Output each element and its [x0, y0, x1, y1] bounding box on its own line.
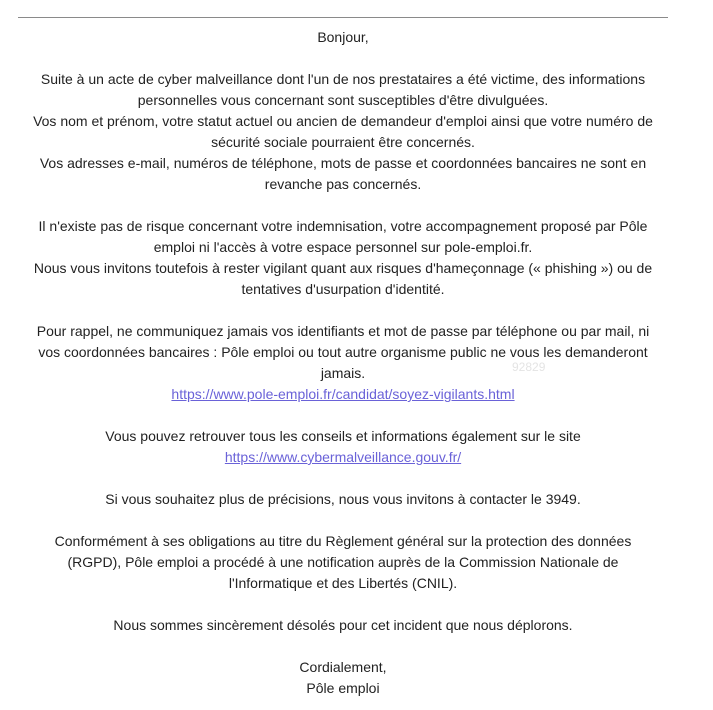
watermark-number: 92829 [512, 360, 546, 374]
text-line: jamais. [320, 365, 366, 381]
text-line: revanche pas concernés. [264, 176, 422, 192]
text-line: sécurité sociale pourraient être concernés. [211, 134, 475, 150]
text-line: personnelles vous concernant sont susceptibles d'être divulguées. [137, 92, 549, 108]
text-line: Suite à un acte de cyber malveillance dont l'un de nos prestataires a été victime, des informations [40, 71, 646, 87]
paragraph-contact: Si vous souhaitez plus de précisions, nous vous invitons à contacter le 3949. [105, 491, 581, 507]
text-line: Nous vous invitons toutefois à rester vigilant quant aux risques d'hameçonnage (« phishing ») ou de [33, 260, 653, 276]
greeting: Bonjour, [317, 29, 369, 45]
text-line: l'Informatique et des Libertés (CNIL). [228, 575, 458, 591]
paragraph-rgpd [18, 531, 668, 594]
text-line: emploi ni l'accès à votre espace personnel sur pole-emploi.fr. [153, 239, 533, 255]
text-line: tentatives d'usurpation d'identité. [241, 281, 445, 297]
paragraph-apology: Nous sommes sincèrement désolés pour cet incident que nous déplorons. [113, 617, 573, 633]
sender-name: Pôle emploi [306, 680, 380, 696]
text-line [18, 384, 668, 405]
text-line: vos coordonnées bancaires : Pôle emploi ou tout autre organisme public ne vous les demanderont [38, 344, 648, 360]
cybermalveillance-link[interactable]: https://www.cybermalveillance.gouv.fr/ [224, 449, 462, 465]
paragraph-data-breach-notice [18, 69, 668, 195]
header-divider [18, 17, 668, 18]
text-line: Vous pouvez retrouver tous les conseils et informations également sur le site [105, 428, 581, 444]
text-line: Vos adresses e-mail, numéros de téléphone, mots de passe et coordonnées bancaires ne sont en [39, 155, 647, 171]
text-line [18, 447, 668, 468]
vigilance-link[interactable]: https://www.pole-emploi.fr/candidat/soyez-vigilants.html [171, 386, 515, 402]
email-body [18, 27, 668, 699]
text-line: Vos nom et prénom, votre statut actuel ou ancien de demandeur d'emploi ainsi que votre numéro de [33, 113, 653, 129]
signature [18, 657, 668, 699]
paragraph-advice [18, 426, 668, 468]
paragraph-reminder [18, 321, 668, 405]
text-line: (RGPD), Pôle emploi a procédé à une notification auprès de la Commission Nationale de [67, 554, 619, 570]
closing-line: Cordialement, [299, 659, 387, 675]
text-line: Conformément à ses obligations au titre du Règlement général sur la protection des données [54, 533, 632, 549]
text-line: Pour rappel, ne communiquez jamais vos identifiants et mot de passe par téléphone ou par mail, ni [36, 323, 650, 339]
paragraph-no-risk [18, 216, 668, 300]
text-line: Il n'existe pas de risque concernant votre indemnisation, votre accompagnement proposé par Pôle [38, 218, 648, 234]
